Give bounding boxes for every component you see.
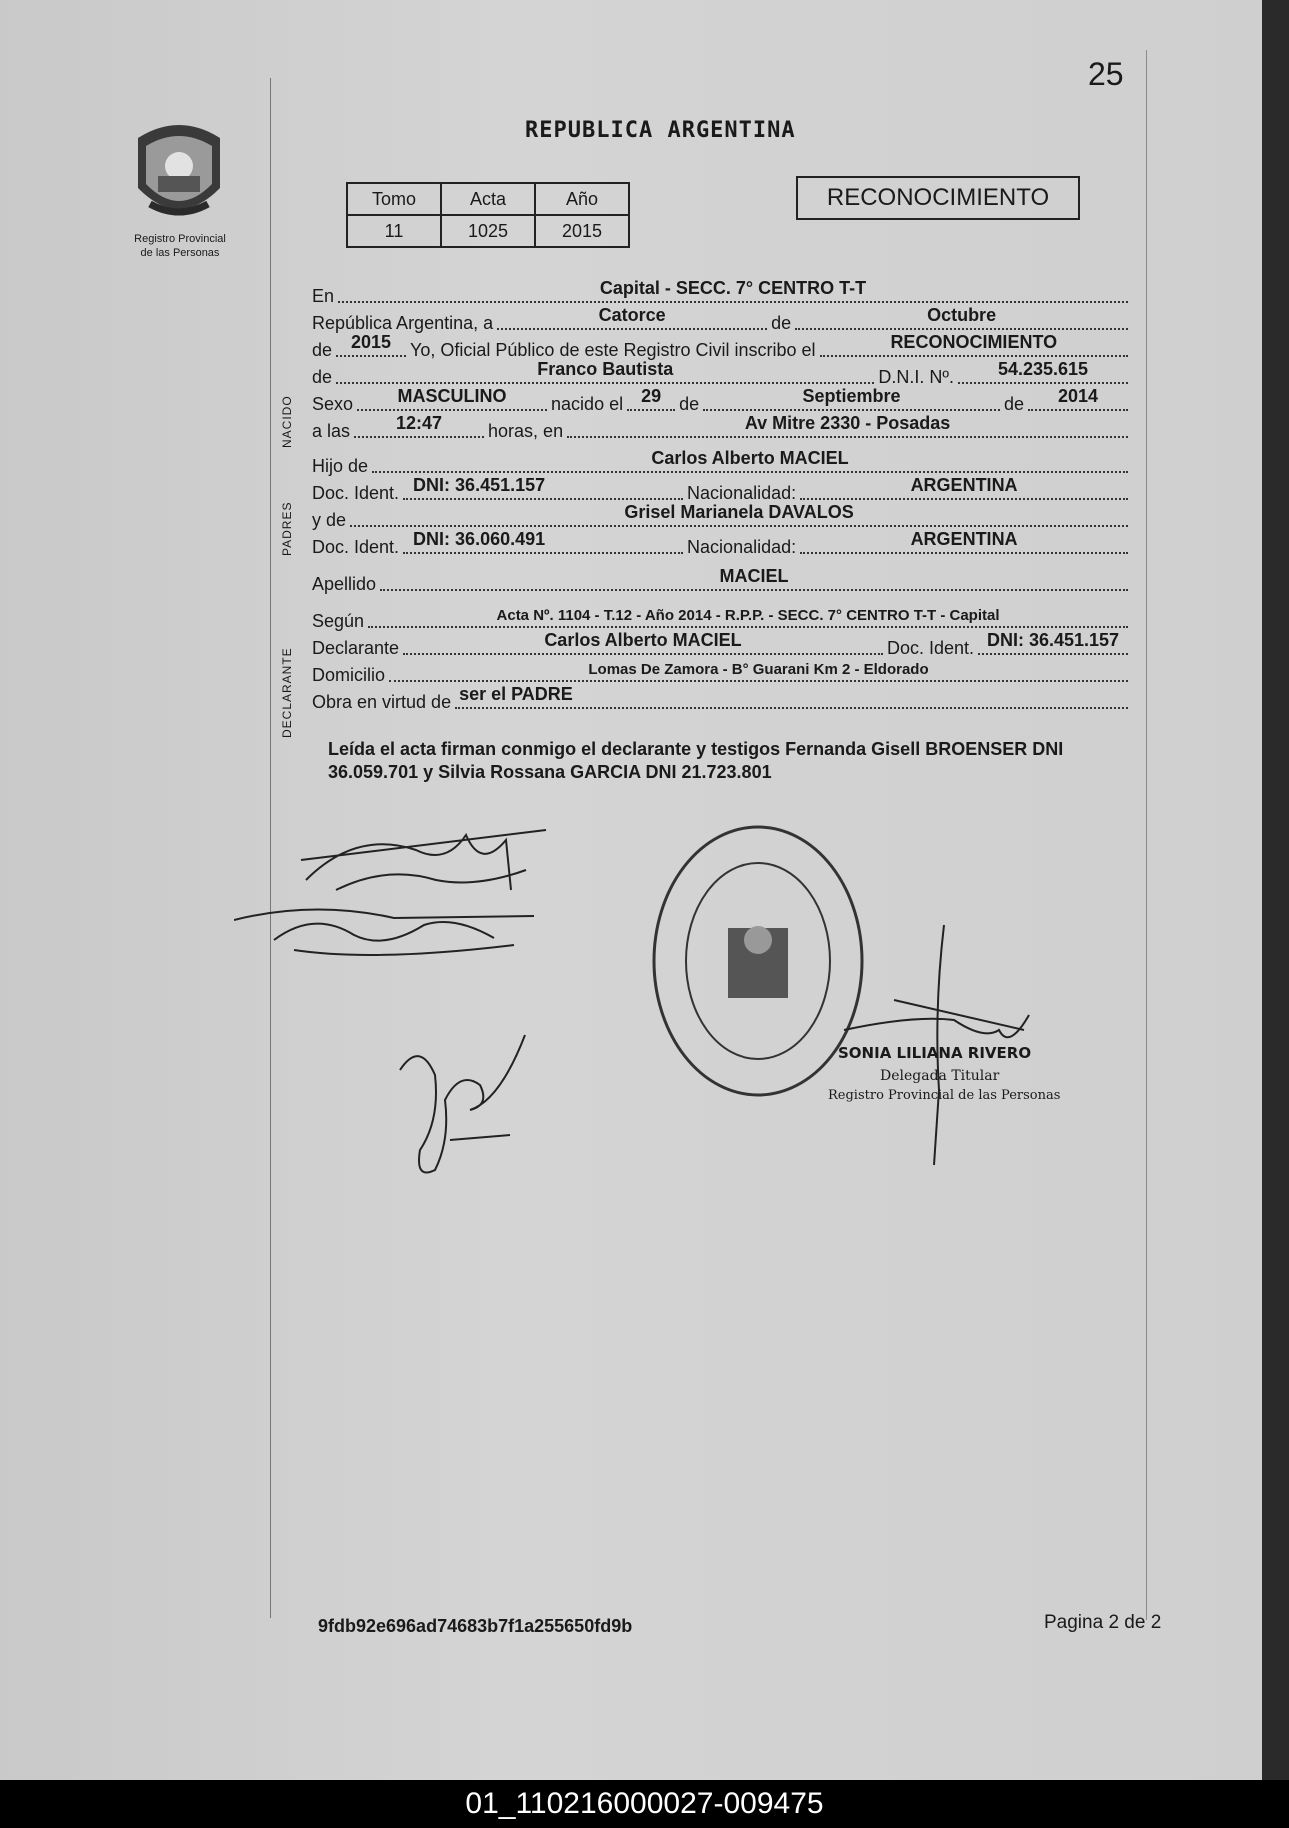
row-declarant: Declarante Carlos Alberto MACIEL Doc. Ident. DNI: 36.451.157	[312, 632, 1132, 659]
country-title: REPUBLICA ARGENTINA	[525, 118, 796, 143]
father-name-value: Carlos Alberto MACIEL	[651, 448, 849, 468]
child-dni-value: 54.235.615	[997, 359, 1089, 379]
mother-nationality-value: ARGENTINA	[910, 529, 1018, 549]
ano-value: 2015	[535, 215, 629, 247]
mother-name-value: Grisel Marianela DAVALOS	[624, 502, 854, 522]
declarant-name-value: Carlos Alberto MACIEL	[544, 630, 742, 650]
record-form	[312, 280, 1132, 713]
declarant-doc-value: DNI: 36.451.157	[986, 630, 1120, 650]
birth-month-value: Septiembre	[802, 386, 901, 406]
row-sex-birth: Sexo MASCULINO nacido el 29 de Septiembre de 2014	[312, 388, 1132, 415]
registry-label: Registro Provincial de las Personas	[134, 233, 226, 259]
barcode-id-bar: 01_110216000027-009475	[0, 1780, 1289, 1828]
according-to-value: Acta Nº. 1104 - T.12 - Año 2014 - R.P.P. - SECC. 7° CENTRO T-T - Capital	[496, 607, 1000, 624]
row-child: de Franco Bautista D.N.I. Nº. 54.235.615	[312, 361, 1132, 388]
closing-statement: Leída el acta firman conmigo el declarante y testigos Fernanda Gisell BROENSER DNI 36.059.701 y Silvia Rossana GARCIA DNI 21.723.801	[328, 739, 1064, 782]
row-mother-doc: Doc. Ident. DNI: 36.060.491 Nacionalidad: ARGENTINA	[312, 531, 1132, 558]
official-title: Delegada Titular	[880, 1068, 1000, 1084]
document-hash: 9fdb92e696ad74683b7f1a255650fd9b	[318, 1616, 633, 1636]
mother-doc-value: DNI: 36.060.491	[413, 529, 546, 549]
register-table	[346, 182, 630, 248]
section-label-padres: PADRES	[280, 501, 294, 556]
child-name-value: Franco Bautista	[537, 359, 674, 379]
birth-time-value: 12:47	[396, 413, 443, 433]
witness-signature-1-icon	[234, 890, 534, 970]
declarant-address-value: Lomas De Zamora - B° Guarani Km 2 - Eldorado	[588, 661, 929, 678]
left-margin-line	[270, 78, 271, 1618]
act-type-value: RECONOCIMIENTO	[890, 332, 1058, 352]
sex-value: MASCULINO	[397, 386, 507, 406]
place-value: Capital - SECC. 7° CENTRO T-T	[599, 278, 867, 298]
section-label-declarante: DECLARANTE	[280, 647, 294, 738]
witness-signature-2-icon	[390, 1030, 540, 1190]
page-number: 25	[1088, 56, 1124, 92]
province-seal-icon	[128, 118, 230, 230]
acta-value: 1025	[441, 215, 535, 247]
surname-value: MACIEL	[719, 566, 789, 586]
birth-place-value: Av Mitre 2330 - Posadas	[744, 413, 951, 433]
row-surname: Apellido MACIEL	[312, 568, 1132, 595]
section-label-nacido: NACIDO	[280, 395, 294, 448]
row-address: Domicilio Lomas De Zamora - B° Guarani Km 2 - Eldorado	[312, 659, 1132, 686]
month-value: Octubre	[927, 305, 997, 325]
acting-as-value: ser el PADRE	[459, 684, 573, 704]
row-father: Hijo de Carlos Alberto MACIEL	[312, 450, 1132, 477]
official-name: SONIA LILIANA RIVERO	[838, 1044, 1032, 1062]
tomo-header: Tomo	[347, 183, 441, 215]
row-father-doc: Doc. Ident. DNI: 36.451.157 Nacionalidad: ARGENTINA	[312, 477, 1132, 504]
day-value: Catorce	[598, 305, 666, 325]
ano-header: Año	[535, 183, 629, 215]
row-mother: y de Grisel Marianela DAVALOS	[312, 504, 1132, 531]
birth-day-value: 29	[641, 386, 662, 406]
acta-header: Acta	[441, 183, 535, 215]
father-doc-value: DNI: 36.451.157	[413, 475, 546, 495]
right-margin-line	[1146, 50, 1147, 1620]
row-place: En Capital - SECC. 7° CENTRO T-T	[312, 280, 1132, 307]
row-date: República Argentina, a Catorce de Octubre	[312, 307, 1132, 334]
row-time-place: a las 12:47 horas, en Av Mitre 2330 - Posadas	[312, 415, 1132, 442]
year-value: 2015	[351, 332, 392, 352]
tomo-value: 11	[347, 215, 441, 247]
row-according: Según Acta Nº. 1104 - T.12 - Año 2014 - R.P.P. - SECC. 7° CENTRO T-T - Capital	[312, 605, 1132, 632]
row-year: de 2015 Yo, Oficial Público de este Registro Civil inscribo el RECONOCIMIENTO	[312, 334, 1132, 361]
official-office: Registro Provincial de las Personas	[828, 1088, 1061, 1103]
father-nationality-value: ARGENTINA	[910, 475, 1018, 495]
page-indicator: Pagina 2 de 2	[1044, 1612, 1162, 1633]
birth-year-value: 2014	[1057, 386, 1099, 406]
row-acting: Obra en virtud de ser el PADRE	[312, 686, 1132, 713]
record-type-box: RECONOCIMIENTO	[796, 176, 1080, 220]
